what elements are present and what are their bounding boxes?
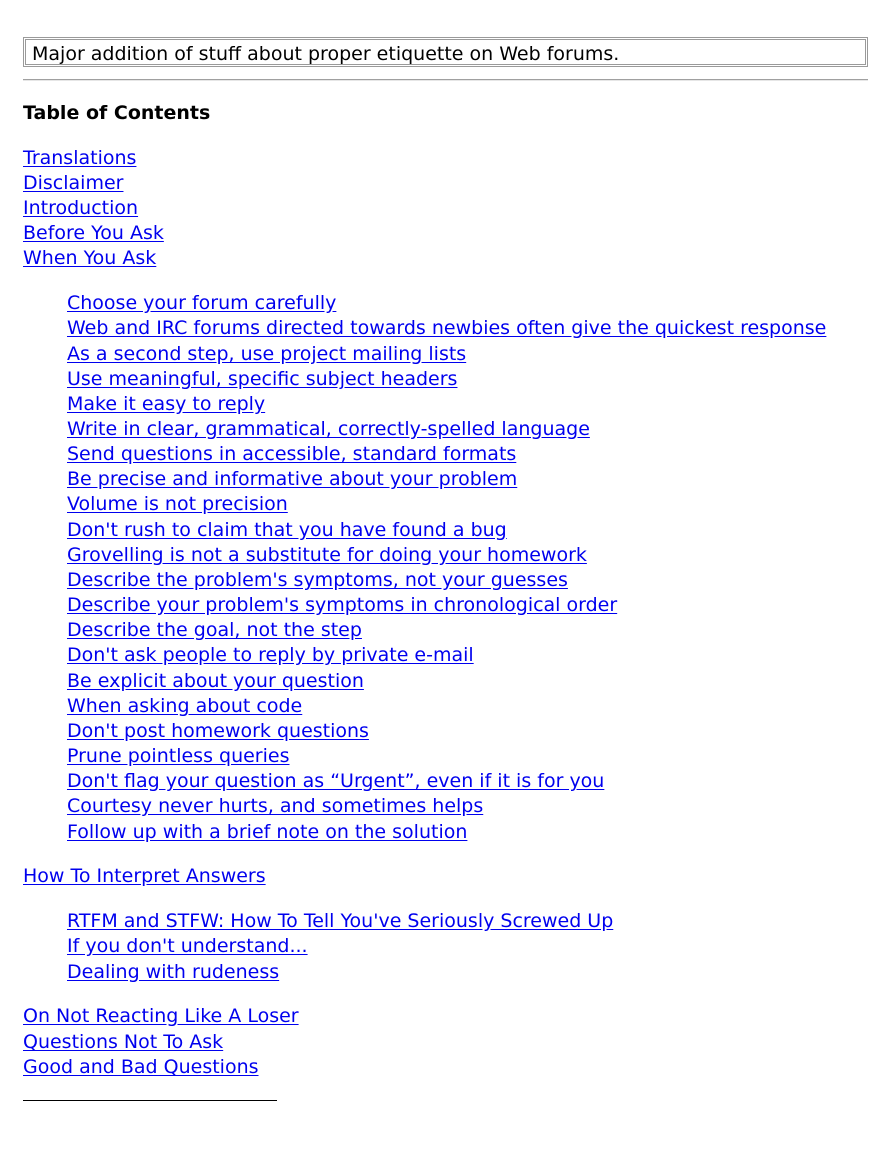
toc-link-mailing-lists[interactable]: As a second step, use project mailing lists <box>67 343 467 365</box>
toc-link-chronological-order[interactable]: Describe your problem's symptoms in chronological order <box>67 594 618 616</box>
toc-link-not-reacting-loser[interactable]: On Not Reacting Like A Loser <box>23 1005 299 1027</box>
toc-link-private-email[interactable]: Don't ask people to reply by private e-mail <box>67 644 474 666</box>
toc-link-before-you-ask[interactable]: Before You Ask <box>23 222 164 244</box>
toc-link-goal-not-step[interactable]: Describe the goal, not the step <box>67 619 362 641</box>
toc-link-questions-not-to-ask[interactable]: Questions Not To Ask <box>23 1031 224 1053</box>
toc-link-standard-formats[interactable]: Send questions in accessible, standard formats <box>67 443 517 465</box>
toc-link-volume-precision[interactable]: Volume is not precision <box>67 493 288 515</box>
toc-title: Table of Contents <box>23 102 211 124</box>
toc-link-urgent[interactable]: Don't flag your question as “Urgent”, even if it is for you <box>67 770 605 792</box>
horizontal-rule <box>23 79 868 81</box>
toc-link-prune-queries[interactable]: Prune pointless queries <box>67 745 290 767</box>
revision-note-text: Major addition of stuff about proper etiquette on Web forums. <box>32 43 620 65</box>
toc-link-rtfm-stfw[interactable]: RTFM and STFW: How To Tell You've Seriously Screwed Up <box>67 910 614 932</box>
footnote-separator <box>23 1100 277 1101</box>
toc-link-precise-informative[interactable]: Be precise and informative about your problem <box>67 468 518 490</box>
toc-link-courtesy[interactable]: Courtesy never hurts, and sometimes helps <box>67 795 484 817</box>
toc-link-rudeness[interactable]: Dealing with rudeness <box>67 961 280 983</box>
toc-link-homework-questions[interactable]: Don't post homework questions <box>67 720 369 742</box>
toc-link-follow-up[interactable]: Follow up with a brief note on the solution <box>67 821 468 843</box>
toc-link-explicit-question[interactable]: Be explicit about your question <box>67 670 364 692</box>
toc-link-interpret-answers[interactable]: How To Interpret Answers <box>23 865 266 887</box>
toc-link-introduction[interactable]: Introduction <box>23 197 139 219</box>
toc-link-choose-forum[interactable]: Choose your forum carefully <box>67 292 337 314</box>
toc-link-web-irc-forums[interactable]: Web and IRC forums directed towards newbies often give the quickest response <box>67 317 827 339</box>
toc-link-grovelling[interactable]: Grovelling is not a substitute for doing your homework <box>67 544 587 566</box>
toc-link-asking-about-code[interactable]: When asking about code <box>67 695 303 717</box>
toc-link-dont-understand[interactable]: If you don't understand... <box>67 935 308 957</box>
toc-link-subject-headers[interactable]: Use meaningful, specific subject headers <box>67 368 458 390</box>
revision-note-box <box>23 37 868 67</box>
toc-link-when-you-ask[interactable]: When You Ask <box>23 247 157 269</box>
toc-link-claim-bug[interactable]: Don't rush to claim that you have found a bug <box>67 519 507 541</box>
toc-link-clear-language[interactable]: Write in clear, grammatical, correctly-spelled language <box>67 418 590 440</box>
toc-link-symptoms-not-guesses[interactable]: Describe the problem's symptoms, not your guesses <box>67 569 568 591</box>
toc-link-easy-to-reply[interactable]: Make it easy to reply <box>67 393 266 415</box>
toc-link-good-bad-questions[interactable]: Good and Bad Questions <box>23 1056 259 1078</box>
toc-link-translations[interactable]: Translations <box>23 147 137 169</box>
toc-link-disclaimer[interactable]: Disclaimer <box>23 172 124 194</box>
